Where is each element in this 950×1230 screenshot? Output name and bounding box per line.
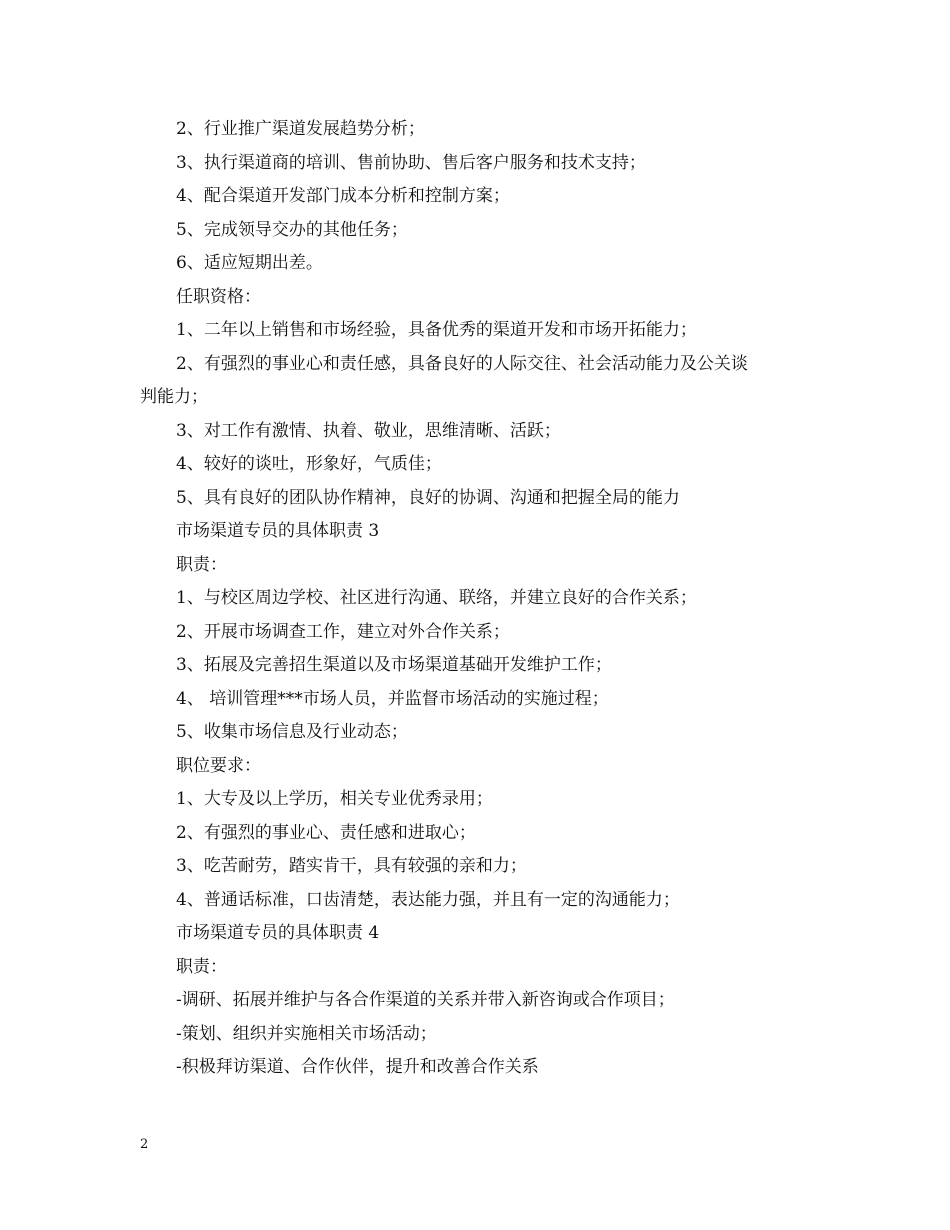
text-line: 3、吃苦耐劳，踏实肯干，具有较强的亲和力； [176, 856, 527, 876]
text-line: 5、具有良好的团队协作精神，良好的协调、沟通和把握全局的能力 [176, 487, 680, 508]
text-line: 1、与校区周边学校、社区进行沟通、联络，并建立良好的合作关系； [176, 588, 697, 608]
document-body [140, 113, 820, 1085]
text-line: 4、普通话标准，口齿清楚，表达能力强，并且有一定的沟通能力； [176, 889, 680, 910]
text-line: 2、行业推广渠道发展趋势分析； [176, 119, 425, 139]
section-title: 市场渠道专员的具体职责 4 [176, 923, 380, 943]
text-line: -策划、组织并实施相关市场活动； [176, 1023, 437, 1044]
text-line-continuation: 判能力； [140, 387, 208, 407]
section-heading: 职责： [176, 956, 227, 977]
section-heading: 职责： [176, 554, 227, 575]
text-line: 5、完成领导交办的其他任务； [176, 219, 408, 240]
section-heading: 职位要求： [176, 755, 261, 776]
text-line: -积极拜访渠道、合作伙伴，提升和改善合作关系 [176, 1057, 539, 1077]
page-number: 2 [140, 1137, 149, 1152]
text-line: 2、有强烈的事业心和责任感，具备良好的人际交往、社会活动能力及公关谈 [176, 353, 748, 374]
text-line: -调研、拓展并维护与各合作渠道的关系并带入新咨询或合作项目； [176, 990, 675, 1010]
text-line: 4、配合渠道开发部门成本分析和控制方案； [176, 186, 510, 206]
text-line: 3、对工作有激情、执着、敬业，思维清晰、活跃； [176, 420, 561, 441]
section-heading: 任职资格： [176, 286, 261, 307]
text-line: 1、二年以上销售和市场经验，具备优秀的渠道开发和市场开拓能力； [176, 320, 697, 340]
text-line: 4、 培训管理***市场人员，并监督市场活动的实施过程； [176, 688, 609, 709]
text-line: 1、大专及以上学历，相关专业优秀录用； [176, 789, 493, 809]
text-line: 4、较好的谈吐，形象好，气质佳； [176, 454, 442, 474]
text-line: 6、适应短期出差。 [176, 253, 323, 273]
text-line: 3、拓展及完善招生渠道以及市场渠道基础开发维护工作； [176, 655, 612, 675]
section-title: 市场渠道专员的具体职责 3 [176, 521, 380, 541]
text-line: 2、有强烈的事业心、责任感和进取心； [176, 822, 476, 843]
text-line: 3、执行渠道商的培训、售前协助、售后客户服务和技术支持； [176, 152, 646, 173]
text-line: 2、开展市场调查工作，建立对外合作关系； [176, 621, 510, 642]
text-line: 5、收集市场信息及行业动态； [176, 722, 408, 742]
